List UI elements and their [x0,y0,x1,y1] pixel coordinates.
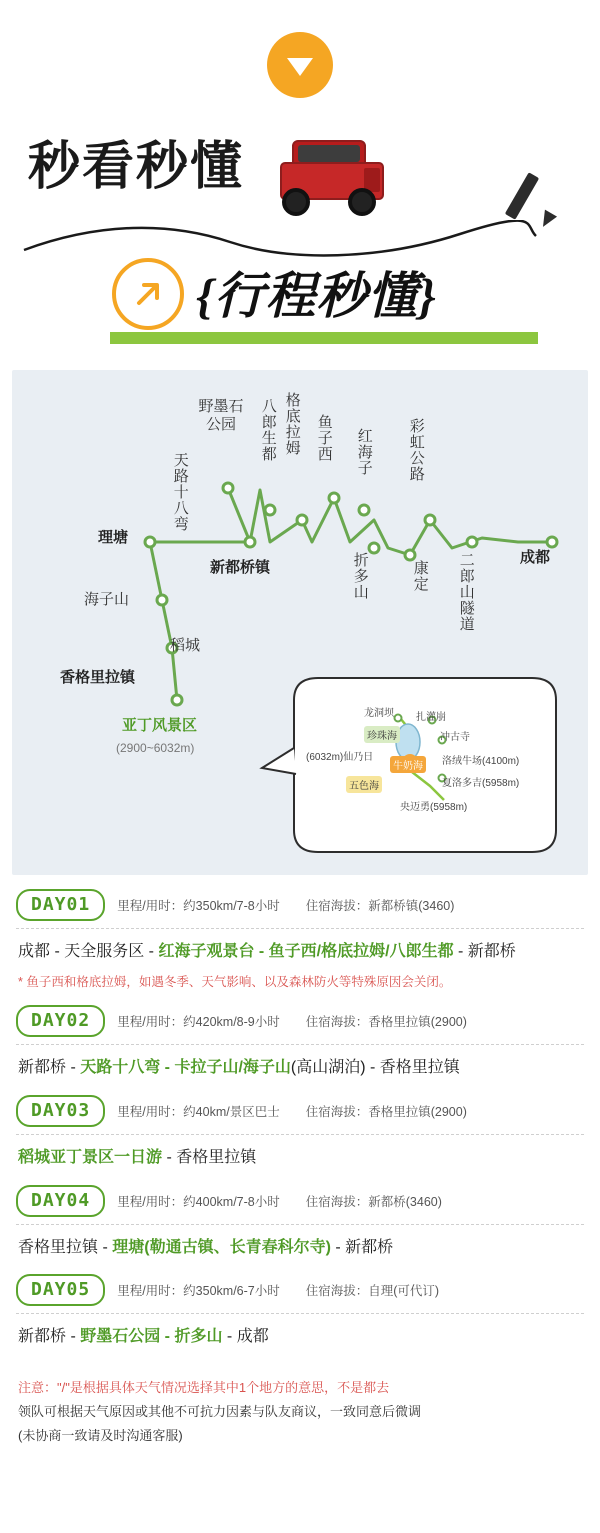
map-node-shangrila-town: 香格里拉镇 [60,669,136,686]
inset-label-luorongniuchang: 洛绒牛场(4100m) [442,756,520,767]
jeep-wheel-left [282,188,310,216]
day-badge: DAY02 [16,1005,105,1037]
map-node-tianlu18wan: 天路十八弯 [171,452,189,532]
inset-label-chongusi: 冲古寺 [440,732,470,743]
triangle-down-icon [267,32,333,98]
arrow-up-right-icon [112,258,184,330]
day-note: * 鱼子西和格底拉姆，如遇冬季、天气影响、以及森林防火等特殊原因会关闭。 [18,974,452,989]
day-altitude: 住宿海拔：自理(可代订) [305,1284,440,1299]
day-header [16,889,584,929]
day-badge: DAY03 [16,1095,105,1127]
day-header [16,1095,584,1135]
day-header [16,1185,584,1225]
map-node-yading-altitude: (2900~6032m) [116,741,195,755]
map-node-chengdu: 成都 [520,549,551,566]
map-node-balangshengdu: 八郎生都 [259,398,277,462]
day-badge: DAY05 [16,1274,105,1306]
route-map [12,370,588,875]
route-seg: (高山湖泊) - 香格里拉镇 [290,1059,460,1077]
route-seg-highlight: 稻城亚丁景区一日游 [18,1148,163,1166]
section-title: {行程秒懂} [196,268,437,324]
inset-label-longdongba: 龙洞坝 [364,708,394,719]
route-seg: 成都 - 天全服务区 - [18,943,159,960]
day-meta [117,1102,467,1120]
map-node-honghaizi: 红海子 [355,428,373,476]
route-seg: - 新都桥 [330,1238,394,1256]
day-distance: 里程/用时：约420km/8-9小时 [117,1015,280,1030]
day-distance: 里程/用时：约350km/6-7小时 [117,1284,280,1299]
route-seg: 新都桥 - [18,1328,81,1346]
day-header [16,1274,584,1314]
day-route [16,1045,584,1089]
route-seg-highlight: 天路十八弯 - 卡拉子山/海子山 [80,1059,291,1077]
map-node-xinduqiao-town: 新都桥镇 [210,559,271,576]
page-title: 秒看秒懂 [28,139,245,196]
pen-shaft [505,172,539,220]
day-meta [117,1012,467,1030]
day-altitude: 住宿海拔：新都桥镇(3460) [305,899,455,913]
map-node-yuzixi: 鱼子西 [315,414,333,462]
subtitle-row [0,250,600,346]
triangle-shape [287,58,313,76]
map-node-litang: 理塘 [98,529,129,546]
day-distance: 里程/用时：约350km/7-8小时 [117,899,280,913]
map-node-gedilamu: 格底拉姆 [283,392,301,456]
map-node-daocheng: 稻城 [170,637,201,654]
day-badge: DAY01 [16,889,105,921]
footer-note-line-3: (未协商一致请及时沟通客服) [18,1427,183,1443]
map-node-kangding: 康定 [411,560,429,592]
route-seg-highlight: 野墨石公园 - 折多山 [80,1328,223,1346]
day-altitude: 住宿海拔：香格里拉镇(2900) [305,1104,467,1119]
map-node-yading-scenic: 亚丁风景区 [122,717,198,734]
jeep-window [298,145,360,162]
inset-label-niunaihai: 牛奶海 [390,756,426,773]
day-meta [117,1281,439,1299]
inset-label-zhenzhuhai: 珍珠海 [364,726,400,743]
itinerary-day-5 [16,1274,584,1358]
inset-label-xiannairi: (6032m)仙乃日 [306,752,374,763]
route-seg: 新都桥 - [18,1059,81,1077]
day-route [16,1135,584,1179]
inset-label-wusehai: 五色海 [346,776,382,793]
pen-icon [506,168,576,228]
day-altitude: 住宿海拔：新都桥(3460) [305,1194,442,1209]
day-route [16,1225,584,1269]
jeep-wheel-right [348,188,376,216]
jeep-icon [272,132,392,224]
route-seg: - 香格里拉镇 [162,1148,257,1166]
day-altitude: 住宿海拔：香格里拉镇(2900) [305,1015,467,1030]
itinerary-day-2 [16,1005,584,1089]
route-seg-highlight: 红海子观景台 - 鱼子西/格底拉姆/八郎生都 [158,943,454,960]
map-node-yemoshi-park: 野墨石公园 [198,398,244,433]
route-seg-highlight: 理塘(勒通古镇、长青春科尔寺) [112,1238,331,1256]
itinerary-day-3 [16,1095,584,1179]
map-node-haizishan: 海子山 [84,591,130,608]
map-node-zheduoshan: 折多山 [351,552,369,600]
day-meta [117,1192,442,1210]
day-badge: DAY04 [16,1185,105,1217]
day-route [16,1314,584,1358]
route-seg: - 成都 [222,1328,269,1346]
itinerary-day-1 [16,889,584,999]
inset-label-zaguanbeng: 扎灌崩 [416,712,446,723]
title-row [0,124,600,244]
route-seg: 香格里拉镇 - [18,1238,113,1256]
map-node-erlangshan-tunnel: 二郎山隧道 [457,552,475,632]
footer-notes [0,1364,600,1474]
footer-note-line-2: 领队可根据天气原因或其他不可抗力因素与队友商议，一致同意后微调 [18,1403,422,1419]
footer-note-line-1: 注意："/"是根据具体天气情况选择其中1个地方的意思，不是都去 [18,1379,390,1395]
day-distance: 里程/用时：约400km/7-8小时 [117,1194,280,1209]
route-seg: - 新都桥 [453,943,516,960]
green-underline-bar [110,332,538,344]
day-distance: 里程/用时：约40km/景区巴士 [117,1104,280,1119]
itinerary-list [0,875,600,1358]
day-meta [117,896,454,914]
inset-label-xiaduoji: 夏洛多吉(5958m) [442,778,520,789]
inset-label-yangmaiyong: 央迈勇(5958m) [400,802,468,813]
day-header [16,1005,584,1045]
map-node-rainbow-road: 彩虹公路 [407,418,425,482]
day-route [16,929,584,973]
itinerary-day-4 [16,1185,584,1269]
